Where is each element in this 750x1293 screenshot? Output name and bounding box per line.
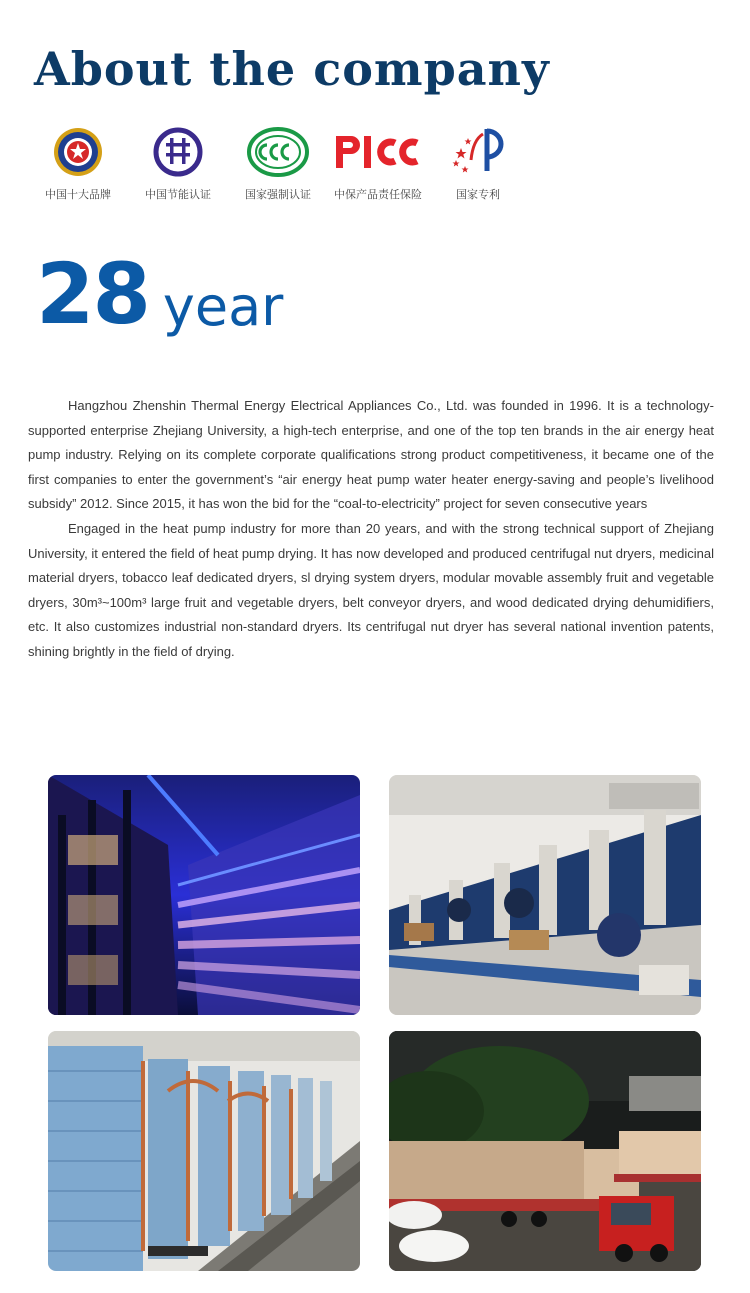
- intro-paragraph: Hangzhou Zhenshin Thermal Energy Electrical Appliances Co., Ltd. was founded in 1996. It is a technology-supported enterprise Zhejiang University, a high-tech enterprise, and one of the top ten brands in the air energy heat pump industry. Relying on its complete corporate qualifications strong product competitiveness, it became one of the first companies to enter the government’s “air energy heat pump water heater energy-saving and people’s livelihood subsidy” 2012. Since 2015, it has won the bid for the “coal-to-electricity” project for seven consecutive years: [28, 398, 714, 512]
- ccc-cert-icon: [247, 124, 309, 180]
- company-description: [28, 394, 714, 665]
- picc-insurance-icon: [333, 124, 423, 180]
- patent-icon: [447, 124, 509, 180]
- years-unit: year: [162, 275, 284, 338]
- badge-energy-saving: [128, 124, 228, 202]
- photo-factory-floor: [389, 775, 701, 1015]
- page-title: About the company: [34, 42, 550, 96]
- certification-badges: [28, 124, 528, 202]
- intro-paragraph: Engaged in the heat pump industry for more than 20 years, and with the strong technical support of Zhejiang University, it entered the field of heat pump drying. It has now developed and produced centrifugal nut dryers, medicinal material dryers, tobacco leaf dedicated dryers, sl drying system dryers, modular movable assembly fruit and vegetable dryers, 30m³~100m³ large fruit and vegetable dryers, belt conveyor dryers, and wood dedicated drying dehumidifiers, etc. It also customizes industrial non-standard dryers. Its centrifugal nut dryer has several national invention patents, shining brightly in the field of drying.: [28, 520, 714, 659]
- badge-label: 国家强制认证: [245, 189, 311, 201]
- badge-ccc: [228, 124, 328, 202]
- badge-label: 中保产品责任保险: [334, 189, 422, 201]
- badge-top-ten-brand: [28, 124, 128, 202]
- photo-cultivation-room: [48, 775, 360, 1015]
- badge-label: 中国节能认证: [145, 189, 211, 201]
- years-number: 28: [36, 245, 149, 343]
- badge-picc: [328, 124, 428, 202]
- energy-saving-cert-icon: [152, 124, 204, 180]
- photo-heat-exchangers: [48, 1031, 360, 1271]
- badge-patent: [428, 124, 528, 202]
- badge-label: 国家专利: [456, 189, 500, 201]
- badge-label: 中国十大品牌: [45, 189, 111, 201]
- years-stat: [36, 245, 284, 343]
- top-ten-brand-seal-icon: [52, 124, 104, 180]
- photo-truck-loading: [389, 1031, 701, 1271]
